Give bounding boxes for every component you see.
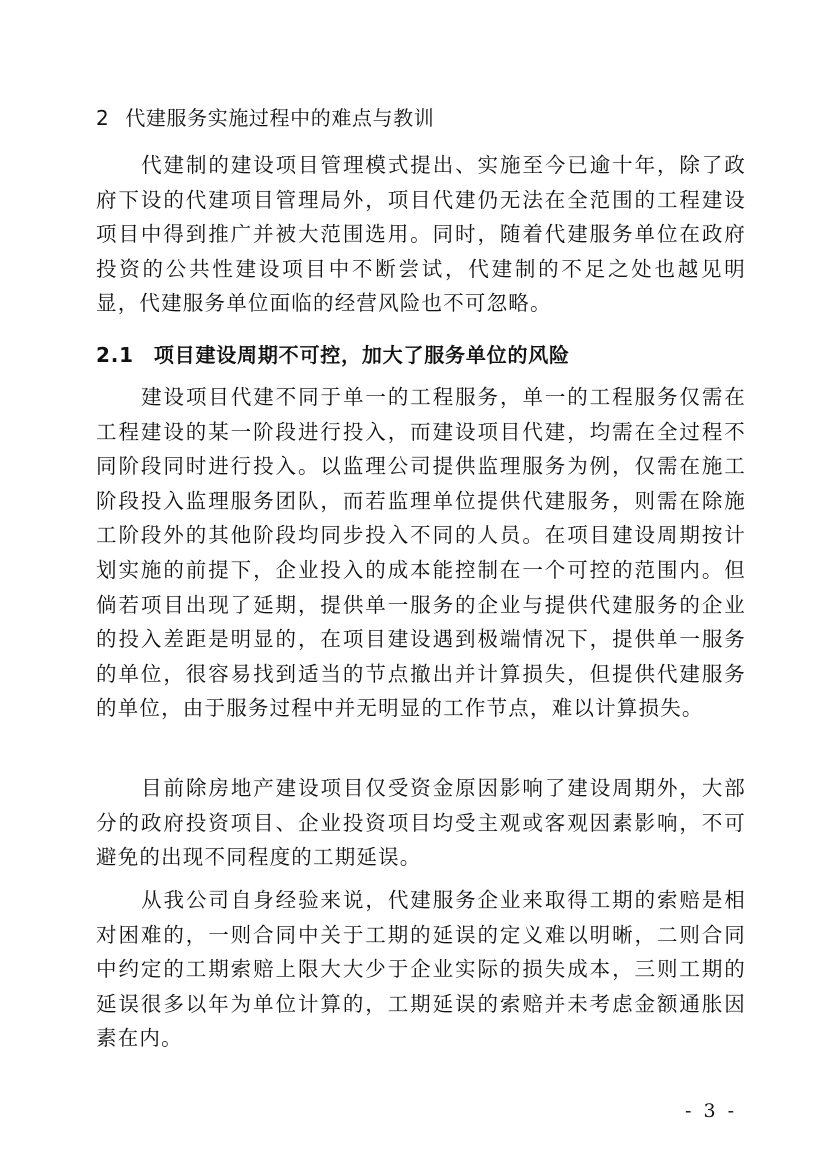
section-intro-paragraph: 代建制的建设项目管理模式提出、实施至今已逾十年，除了政府下设的代建项目管理局外，项目代建仍无法在全范围的工程建设项目中得到推广并被大范围选用。同时，随着代建服务单位在政府投资的公共性建设项目中不断尝试，代建制的不足之处也越见明显，代建服务单位面临的经营风险也不可忽略。: [96, 153, 746, 316]
body-paragraph: 建设项目代建不同于单一的工程服务，单一的工程服务仅需在工程建设的某一阶段进行投入，而建设项目代建，均需在全过程不同阶段同时进行投入。以监理公司提供监理服务为例，仅需在施工阶段投入监理服务团队，而若监理单位提供代建服务，则需在除施工阶段外的其他阶段均同步投入不同的人员。在项目建设周期按计划实施的前提下，企业投入的成本能控制在一个可控的范围内。但倘若项目出现了延期，提供单一服务的企业与提供代建服务的企业的投入差距是明显的，在项目建设遇到极端情况下，提供单一服务的单位，很容易找到适当的节点撤出并计算损失，但提供代建服务的单位，由于服务过程中并无明显的工作节点，难以计算损失。: [96, 385, 746, 721]
subsection-title: 项目建设周期不可控，加大了服务单位的风险: [153, 343, 570, 367]
body-paragraph: 目前除房地产建设项目仅受资金原因影响了建设周期外，大部分的政府投资项目、企业投资项目均受主观或客观因素影响，不可避免的出现不同程度的工期延误。: [96, 776, 746, 870]
body-paragraph: 从我公司自身经验来说，代建服务企业来取得工期的索赔是相对困难的，一则合同中关于工期的延误的定义难以明晰，二则合同中约定的工期索赔上限大大少于企业实际的损失成本，三则工期的延误很多以年为单位计算的，工期延误的索赔并未考虑金额通胀因素在内。: [96, 888, 746, 1051]
subsection-number: 2.1: [96, 343, 134, 367]
section-number: 2: [96, 106, 110, 130]
section-heading: [96, 104, 434, 132]
section-title: 代建服务实施过程中的难点与教训: [125, 106, 435, 130]
page-number: - 3 -: [684, 1100, 737, 1122]
subsection-heading: [96, 341, 570, 369]
